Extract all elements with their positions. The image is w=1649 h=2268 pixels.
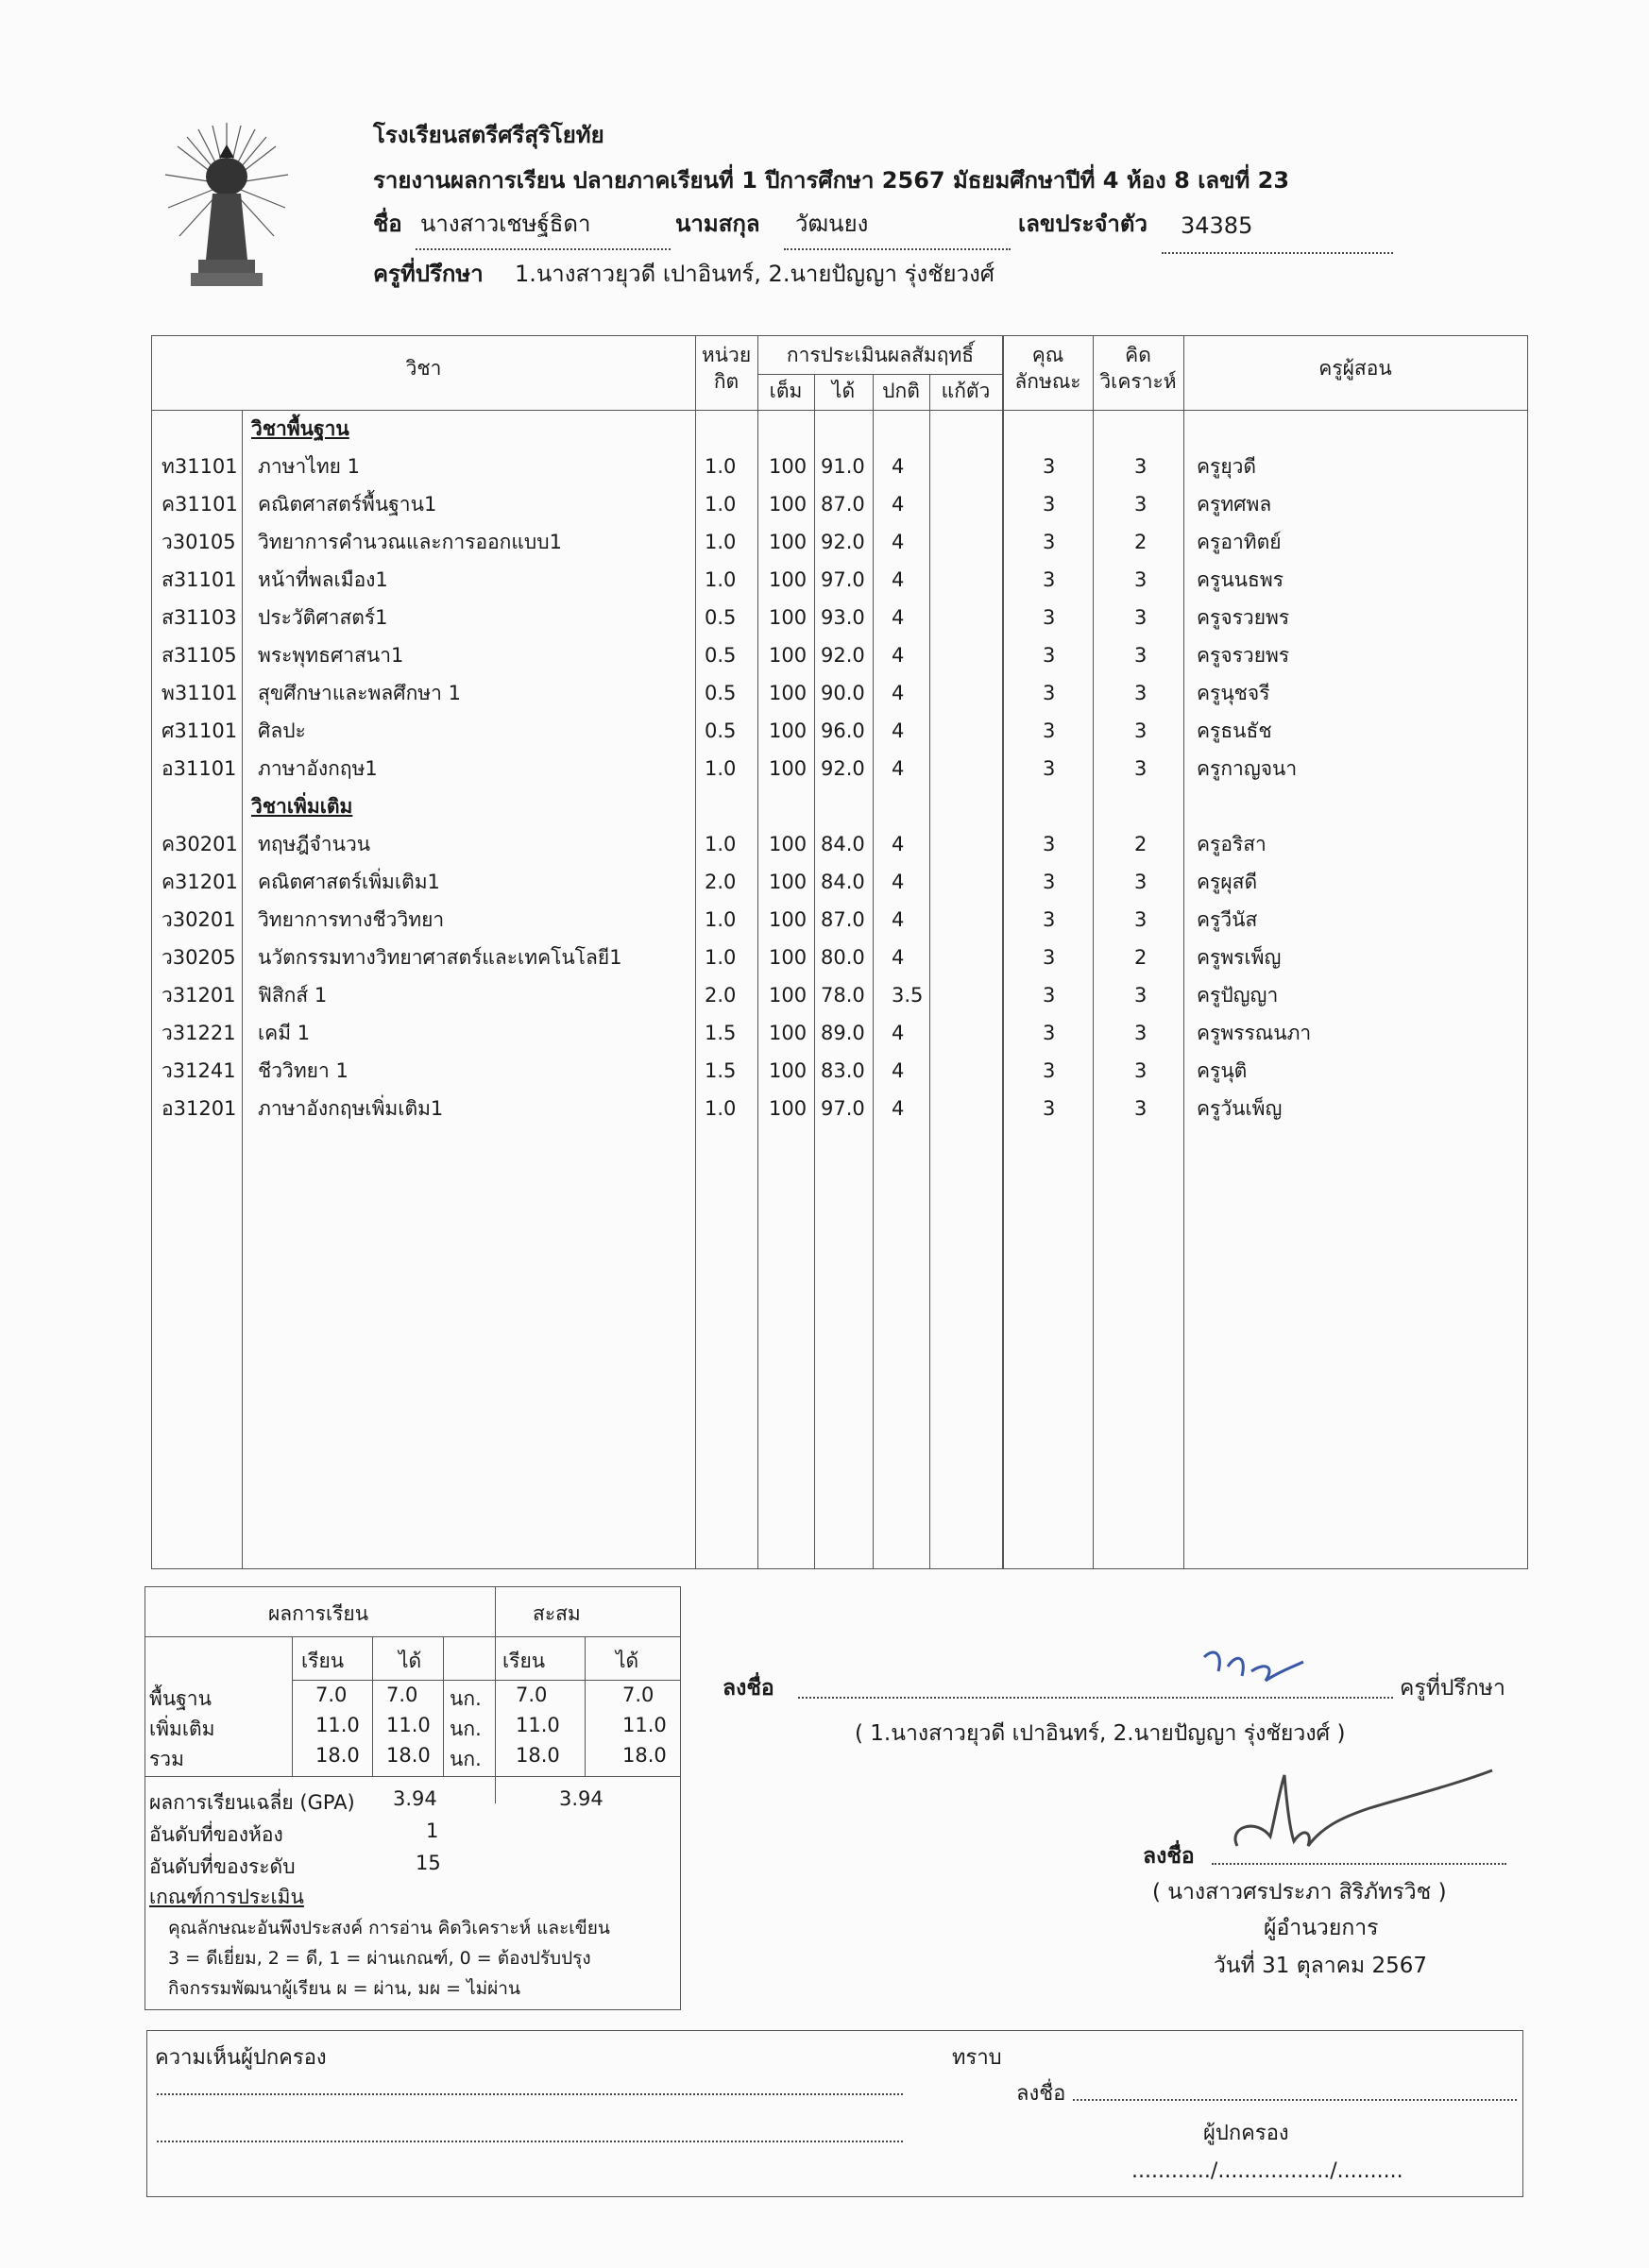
cell-full: 100 <box>769 1022 808 1044</box>
table-row <box>152 1014 1527 1052</box>
cell-think: 3 <box>1134 682 1148 704</box>
comment-title: ความเห็นผู้ปกครอง <box>155 2046 327 2070</box>
cell-code: ศ31101 <box>162 719 238 742</box>
cell-think: 3 <box>1134 606 1148 629</box>
summary-acc_got: 18.0 <box>622 1744 667 1767</box>
summary-acc_study: 11.0 <box>516 1714 560 1736</box>
cell-code: พ31101 <box>162 682 238 704</box>
cell-name: เคมี 1 <box>258 1022 311 1044</box>
section-basic <box>152 410 1527 448</box>
summary-unit: นก. <box>450 1687 482 1710</box>
cell-full: 100 <box>769 606 808 629</box>
advisor-role: ครูที่ปรึกษา <box>1400 1676 1505 1701</box>
table-row <box>152 750 1527 787</box>
cell-full: 100 <box>769 682 808 704</box>
school-emblem <box>161 118 293 297</box>
cell-credit: 1.0 <box>705 1097 737 1120</box>
cell-got: 84.0 <box>821 833 865 855</box>
report-title: รายงานผลการเรียน ปลายภาคเรียนที่ 1 ปีการศึกษา 2567 มัธยมศึกษาปีที่ 4 ห้อง 8 เลขที่ 23 <box>373 167 1290 194</box>
col-got: ได้ <box>399 1650 422 1672</box>
cell-grade: 4 <box>892 644 905 667</box>
cell-full: 100 <box>769 871 808 893</box>
summary-unit: นก. <box>450 1748 482 1770</box>
header-full: เต็ม <box>769 380 803 402</box>
cell-teacher: ครูจรวยพร <box>1197 606 1290 629</box>
school-name: โรงเรียนสตรีศรีสุริโยทัย <box>373 122 604 148</box>
section-extra <box>152 787 1527 825</box>
summary-study: 18.0 <box>315 1744 360 1767</box>
cell-full: 100 <box>769 984 808 1007</box>
cell-full: 100 <box>769 455 808 478</box>
summary-got: 18.0 <box>386 1744 431 1767</box>
cell-code: ว31241 <box>162 1059 236 1082</box>
cell-think: 2 <box>1134 833 1148 855</box>
cell-think: 3 <box>1134 719 1148 742</box>
cell-think: 3 <box>1134 908 1148 931</box>
cell-think: 3 <box>1134 1097 1148 1120</box>
rank-level: 15 <box>416 1852 441 1874</box>
table-row <box>152 636 1527 674</box>
cell-got: 92.0 <box>821 757 865 780</box>
cell-got: 97.0 <box>821 1097 865 1120</box>
cell-code: ส31105 <box>162 644 237 667</box>
cell-char: 3 <box>1043 946 1056 969</box>
cell-credit: 0.5 <box>705 606 737 629</box>
cell-grade: 4 <box>892 833 905 855</box>
acc-col-got: ได้ <box>616 1650 639 1672</box>
cell-credit: 2.0 <box>705 871 737 893</box>
summary-study: 7.0 <box>315 1684 348 1706</box>
cell-teacher: ครูนุติ <box>1197 1059 1248 1082</box>
cell-code: ส31101 <box>162 568 237 591</box>
table-row <box>152 523 1527 561</box>
parent-role: ผู้ปกครอง <box>1203 2122 1289 2145</box>
section-title: วิชาพื้นฐาน <box>251 417 349 440</box>
gpa-value: 3.94 <box>393 1787 437 1810</box>
cell-credit: 1.5 <box>705 1059 737 1082</box>
cell-name: ศิลปะ <box>258 719 306 742</box>
criteria-line-1: คุณลักษณะอันพึงประสงค์ การอ่าน คิดวิเคราะห์ และเขียน <box>168 1918 610 1938</box>
cell-code: ว30105 <box>162 531 236 553</box>
cell-code: ว30205 <box>162 946 236 969</box>
table-row <box>152 1052 1527 1090</box>
parent-sign-label: ลงชื่อ <box>1016 2082 1066 2106</box>
cell-teacher: ครูอริสา <box>1197 833 1266 855</box>
id-label: เลขประจำตัว <box>1018 211 1148 237</box>
advisor-value: 1.นางสาวยุวดี เปาอินทร์, 2.นายปัญญา รุ่งชัยวงศ์ <box>515 261 995 287</box>
cell-got: 93.0 <box>821 606 865 629</box>
cell-char: 3 <box>1043 531 1056 553</box>
summary-box <box>144 1586 681 2010</box>
cell-grade: 4 <box>892 946 905 969</box>
cell-char: 3 <box>1043 1022 1056 1044</box>
cell-got: 78.0 <box>821 984 865 1007</box>
cell-name: คณิตศาสตร์พื้นฐาน1 <box>258 493 437 516</box>
gpa-label: ผลการเรียนเฉลี่ย (GPA) <box>149 1791 355 1814</box>
cell-grade: 4 <box>892 871 905 893</box>
cell-grade: 4 <box>892 1059 905 1082</box>
cell-name: ชีววิทยา 1 <box>258 1059 348 1082</box>
cell-name: วิทยาการทางชีววิทยา <box>258 908 445 931</box>
table-row <box>152 599 1527 636</box>
cell-credit: 0.5 <box>705 682 737 704</box>
cell-char: 3 <box>1043 1097 1056 1120</box>
cell-name: ฟิสิกส์ 1 <box>258 984 328 1007</box>
acc-col-study: เรียน <box>502 1650 546 1672</box>
summary-unit: นก. <box>450 1718 482 1740</box>
cell-got: 91.0 <box>821 455 865 478</box>
table-row <box>152 1090 1527 1127</box>
cell-teacher: ครูนนธพร <box>1197 568 1284 591</box>
grades-table <box>151 335 1528 1569</box>
cell-credit: 1.0 <box>705 908 737 931</box>
cell-grade: 4 <box>892 455 905 478</box>
cell-teacher: ครูจรวยพร <box>1197 644 1290 667</box>
cell-got: 87.0 <box>821 493 865 516</box>
header-teacher: ครูผู้สอน <box>1318 357 1392 380</box>
table-row <box>152 901 1527 939</box>
cell-teacher: ครูกาญจนา <box>1197 757 1298 780</box>
summary-label: พื้นฐาน <box>149 1687 212 1710</box>
director-sign-line <box>1212 1862 1506 1865</box>
table-row <box>152 448 1527 485</box>
id-dotted-line <box>1162 251 1393 254</box>
cell-code: ท31101 <box>162 455 238 478</box>
surname-dotted-line <box>784 247 1011 250</box>
cell-got: 90.0 <box>821 682 865 704</box>
summary-acc_got: 7.0 <box>622 1684 654 1706</box>
cell-char: 3 <box>1043 568 1056 591</box>
cell-full: 100 <box>769 946 808 969</box>
table-row <box>152 712 1527 750</box>
cell-credit: 1.0 <box>705 455 737 478</box>
cell-credit: 1.0 <box>705 946 737 969</box>
table-row <box>152 825 1527 863</box>
cell-char: 3 <box>1043 606 1056 629</box>
cell-char: 3 <box>1043 719 1056 742</box>
cell-grade: 4 <box>892 606 905 629</box>
cell-code: อ31201 <box>162 1097 237 1120</box>
cell-credit: 1.0 <box>705 568 737 591</box>
summary-got: 7.0 <box>386 1684 418 1706</box>
cell-full: 100 <box>769 568 808 591</box>
director-name: ( นางสาวศรประภา สิริภัทรวิช ) <box>1152 1880 1447 1904</box>
cell-credit: 1.0 <box>705 493 737 516</box>
id-value: 34385 <box>1181 212 1253 239</box>
advisor-signature <box>1199 1643 1322 1700</box>
cell-got: 92.0 <box>821 644 865 667</box>
cell-credit: 1.0 <box>705 757 737 780</box>
cell-got: 80.0 <box>821 946 865 969</box>
cell-char: 3 <box>1043 493 1056 516</box>
header-analytical: คิด วิเคราะห์ <box>1099 344 1177 393</box>
cell-grade: 4 <box>892 531 905 553</box>
cell-grade: 4 <box>892 493 905 516</box>
criteria-line-2: 3 = ดีเยี่ยม, 2 = ดี, 1 = ผ่านเกณฑ์, 0 = ต้องปรับปรุง <box>168 1948 591 1969</box>
parent-date-line: ............/................./.......... <box>1131 2159 1403 2183</box>
cell-code: ว30201 <box>162 908 236 931</box>
summary-got: 11.0 <box>386 1714 431 1736</box>
cell-char: 3 <box>1043 1059 1056 1082</box>
cell-think: 3 <box>1134 644 1148 667</box>
cell-full: 100 <box>769 493 808 516</box>
cell-name: ประวัติศาสตร์1 <box>258 606 388 629</box>
summary-label: เพิ่มเติม <box>149 1718 215 1740</box>
cell-credit: 0.5 <box>705 719 737 742</box>
cell-got: 96.0 <box>821 719 865 742</box>
summary-label: รวม <box>149 1748 184 1770</box>
cell-think: 2 <box>1134 531 1148 553</box>
summary-acc_study: 7.0 <box>516 1684 548 1706</box>
rank-room-label: อันดับที่ของห้อง <box>149 1823 283 1846</box>
header-credit: หน่วย กิต <box>701 344 752 393</box>
cell-name: นวัตกรรมทางวิทยาศาสตร์และเทคโนโลยี1 <box>258 946 622 969</box>
cell-got: 83.0 <box>821 1059 865 1082</box>
cell-code: ค30201 <box>162 833 238 855</box>
cell-grade: 4 <box>892 719 905 742</box>
rank-room: 1 <box>426 1819 439 1842</box>
cell-think: 3 <box>1134 568 1148 591</box>
cell-teacher: ครูพรเพ็ญ <box>1197 946 1282 969</box>
cell-full: 100 <box>769 1097 808 1120</box>
cell-think: 3 <box>1134 455 1148 478</box>
cell-think: 3 <box>1134 871 1148 893</box>
accum-header: สะสม <box>533 1602 581 1625</box>
summary-study: 11.0 <box>315 1714 360 1736</box>
cell-grade: 4 <box>892 908 905 931</box>
header-remedial: แก้ตัว <box>941 380 991 402</box>
cell-char: 3 <box>1043 644 1056 667</box>
cell-think: 3 <box>1134 1022 1148 1044</box>
summary-acc_got: 11.0 <box>622 1714 667 1736</box>
cell-credit: 1.0 <box>705 833 737 855</box>
cell-char: 3 <box>1043 833 1056 855</box>
cell-think: 3 <box>1134 984 1148 1007</box>
cell-name: พระพุทธศาสนา1 <box>258 644 404 667</box>
table-row <box>152 976 1527 1014</box>
name-dotted-line <box>416 247 671 250</box>
director-role: ผู้อำนวยการ <box>1264 1916 1379 1940</box>
cell-teacher: ครูยุวดี <box>1197 455 1257 478</box>
cell-think: 3 <box>1134 493 1148 516</box>
cell-grade: 4 <box>892 682 905 704</box>
cell-code: ค31101 <box>162 493 238 516</box>
cell-grade: 4 <box>892 1097 905 1120</box>
director-signature <box>1199 1761 1502 1865</box>
table-row <box>152 863 1527 901</box>
result-header: ผลการเรียน <box>268 1602 369 1625</box>
header-assessment: การประเมินผลสัมฤทธิ์ <box>786 344 975 366</box>
cell-code: ค31201 <box>162 871 238 893</box>
cell-name: ทฤษฎีจำนวน <box>258 833 371 855</box>
cell-credit: 2.0 <box>705 984 737 1007</box>
table-row <box>152 561 1527 599</box>
cell-teacher: ครูทศพล <box>1197 493 1272 516</box>
cell-got: 97.0 <box>821 568 865 591</box>
table-row <box>152 485 1527 523</box>
cell-got: 87.0 <box>821 908 865 931</box>
header-subject: วิชา <box>405 357 442 380</box>
cell-grade: 3.5 <box>892 984 924 1007</box>
cell-name: หน้าที่พลเมือง1 <box>258 568 388 591</box>
advisor-label: ครูที่ปรึกษา <box>373 261 484 287</box>
name-value: นางสาวเชษฐ์ธิดา <box>420 211 591 237</box>
cell-code: ว31201 <box>162 984 236 1007</box>
surname-value: วัฒนยง <box>795 211 869 237</box>
parent-comment-box <box>146 2030 1523 2197</box>
cell-char: 3 <box>1043 455 1056 478</box>
table-row <box>152 939 1527 976</box>
cell-teacher: ครูวีนัส <box>1197 908 1258 931</box>
cell-char: 3 <box>1043 757 1056 780</box>
cell-full: 100 <box>769 757 808 780</box>
advisor-names: ( 1.นางสาวยุวดี เปาอินทร์, 2.นายปัญญา รุ่งชัยวงศ์ ) <box>855 1721 1346 1746</box>
header-got: ได้ <box>831 380 856 402</box>
cell-name: ภาษาอังกฤษ1 <box>258 757 378 780</box>
cell-full: 100 <box>769 908 808 931</box>
cell-credit: 1.5 <box>705 1022 737 1044</box>
cell-got: 84.0 <box>821 871 865 893</box>
cell-code: อ31101 <box>162 757 237 780</box>
cell-full: 100 <box>769 1059 808 1082</box>
cell-got: 89.0 <box>821 1022 865 1044</box>
cell-think: 3 <box>1134 757 1148 780</box>
name-label: ชื่อ <box>373 211 402 237</box>
cell-char: 3 <box>1043 871 1056 893</box>
cell-full: 100 <box>769 644 808 667</box>
summary-acc_study: 18.0 <box>516 1744 560 1767</box>
cell-teacher: ครูพรรณนภา <box>1197 1022 1312 1044</box>
cell-full: 100 <box>769 531 808 553</box>
cell-teacher: ครูผุสดี <box>1197 871 1258 893</box>
header-characteristics: คุณ ลักษณะ <box>1014 344 1081 393</box>
section-title: วิชาเพิ่มเติม <box>251 795 353 818</box>
director-sign-label: ลงชื่อ <box>1143 1844 1195 1869</box>
cell-think: 3 <box>1134 1059 1148 1082</box>
cell-full: 100 <box>769 833 808 855</box>
cell-think: 2 <box>1134 946 1148 969</box>
acknowledge-label: ทราบ <box>952 2046 1002 2070</box>
advisor-sign-label: ลงชื่อ <box>722 1676 774 1701</box>
cell-char: 3 <box>1043 984 1056 1007</box>
cell-grade: 4 <box>892 1022 905 1044</box>
criteria-title: เกณฑ์การประเมิน <box>149 1886 304 1908</box>
cell-name: สุขศึกษาและพลศึกษา 1 <box>258 682 461 704</box>
cell-char: 3 <box>1043 908 1056 931</box>
cell-teacher: ครูวันเพ็ญ <box>1197 1097 1283 1120</box>
cell-teacher: ครูอาทิตย์ <box>1197 531 1282 553</box>
cell-teacher: ครูนุชจรี <box>1197 682 1270 704</box>
cell-char: 3 <box>1043 682 1056 704</box>
cell-name: ภาษาไทย 1 <box>258 455 361 478</box>
cell-grade: 4 <box>892 568 905 591</box>
rank-level-label: อันดับที่ของระดับ <box>149 1855 296 1878</box>
cell-name: ภาษาอังกฤษเพิ่มเติม1 <box>258 1097 444 1120</box>
cell-credit: 1.0 <box>705 531 737 553</box>
cell-grade: 4 <box>892 757 905 780</box>
cell-credit: 0.5 <box>705 644 737 667</box>
cell-teacher: ครูปัญญา <box>1197 984 1279 1007</box>
criteria-line-3: กิจกรรมพัฒนาผู้เรียน ผ = ผ่าน, มผ = ไม่ผ่าน <box>168 1978 520 1999</box>
table-row <box>152 674 1527 712</box>
cell-name: คณิตศาสตร์เพิ่มเติม1 <box>258 871 440 893</box>
cell-teacher: ครูธนธัช <box>1197 719 1272 742</box>
report-date: วันที่ 31 ตุลาคม 2567 <box>1214 1954 1428 1978</box>
gpa-accum: 3.94 <box>559 1787 604 1810</box>
cell-got: 92.0 <box>821 531 865 553</box>
header-normal: ปกติ <box>882 380 920 402</box>
cell-full: 100 <box>769 719 808 742</box>
col-study: เรียน <box>301 1650 345 1672</box>
cell-code: ส31103 <box>162 606 237 629</box>
surname-label: นามสกุล <box>675 211 760 237</box>
cell-code: ว31221 <box>162 1022 236 1044</box>
cell-name: วิทยาการคำนวณและการออกแบบ1 <box>258 531 562 553</box>
